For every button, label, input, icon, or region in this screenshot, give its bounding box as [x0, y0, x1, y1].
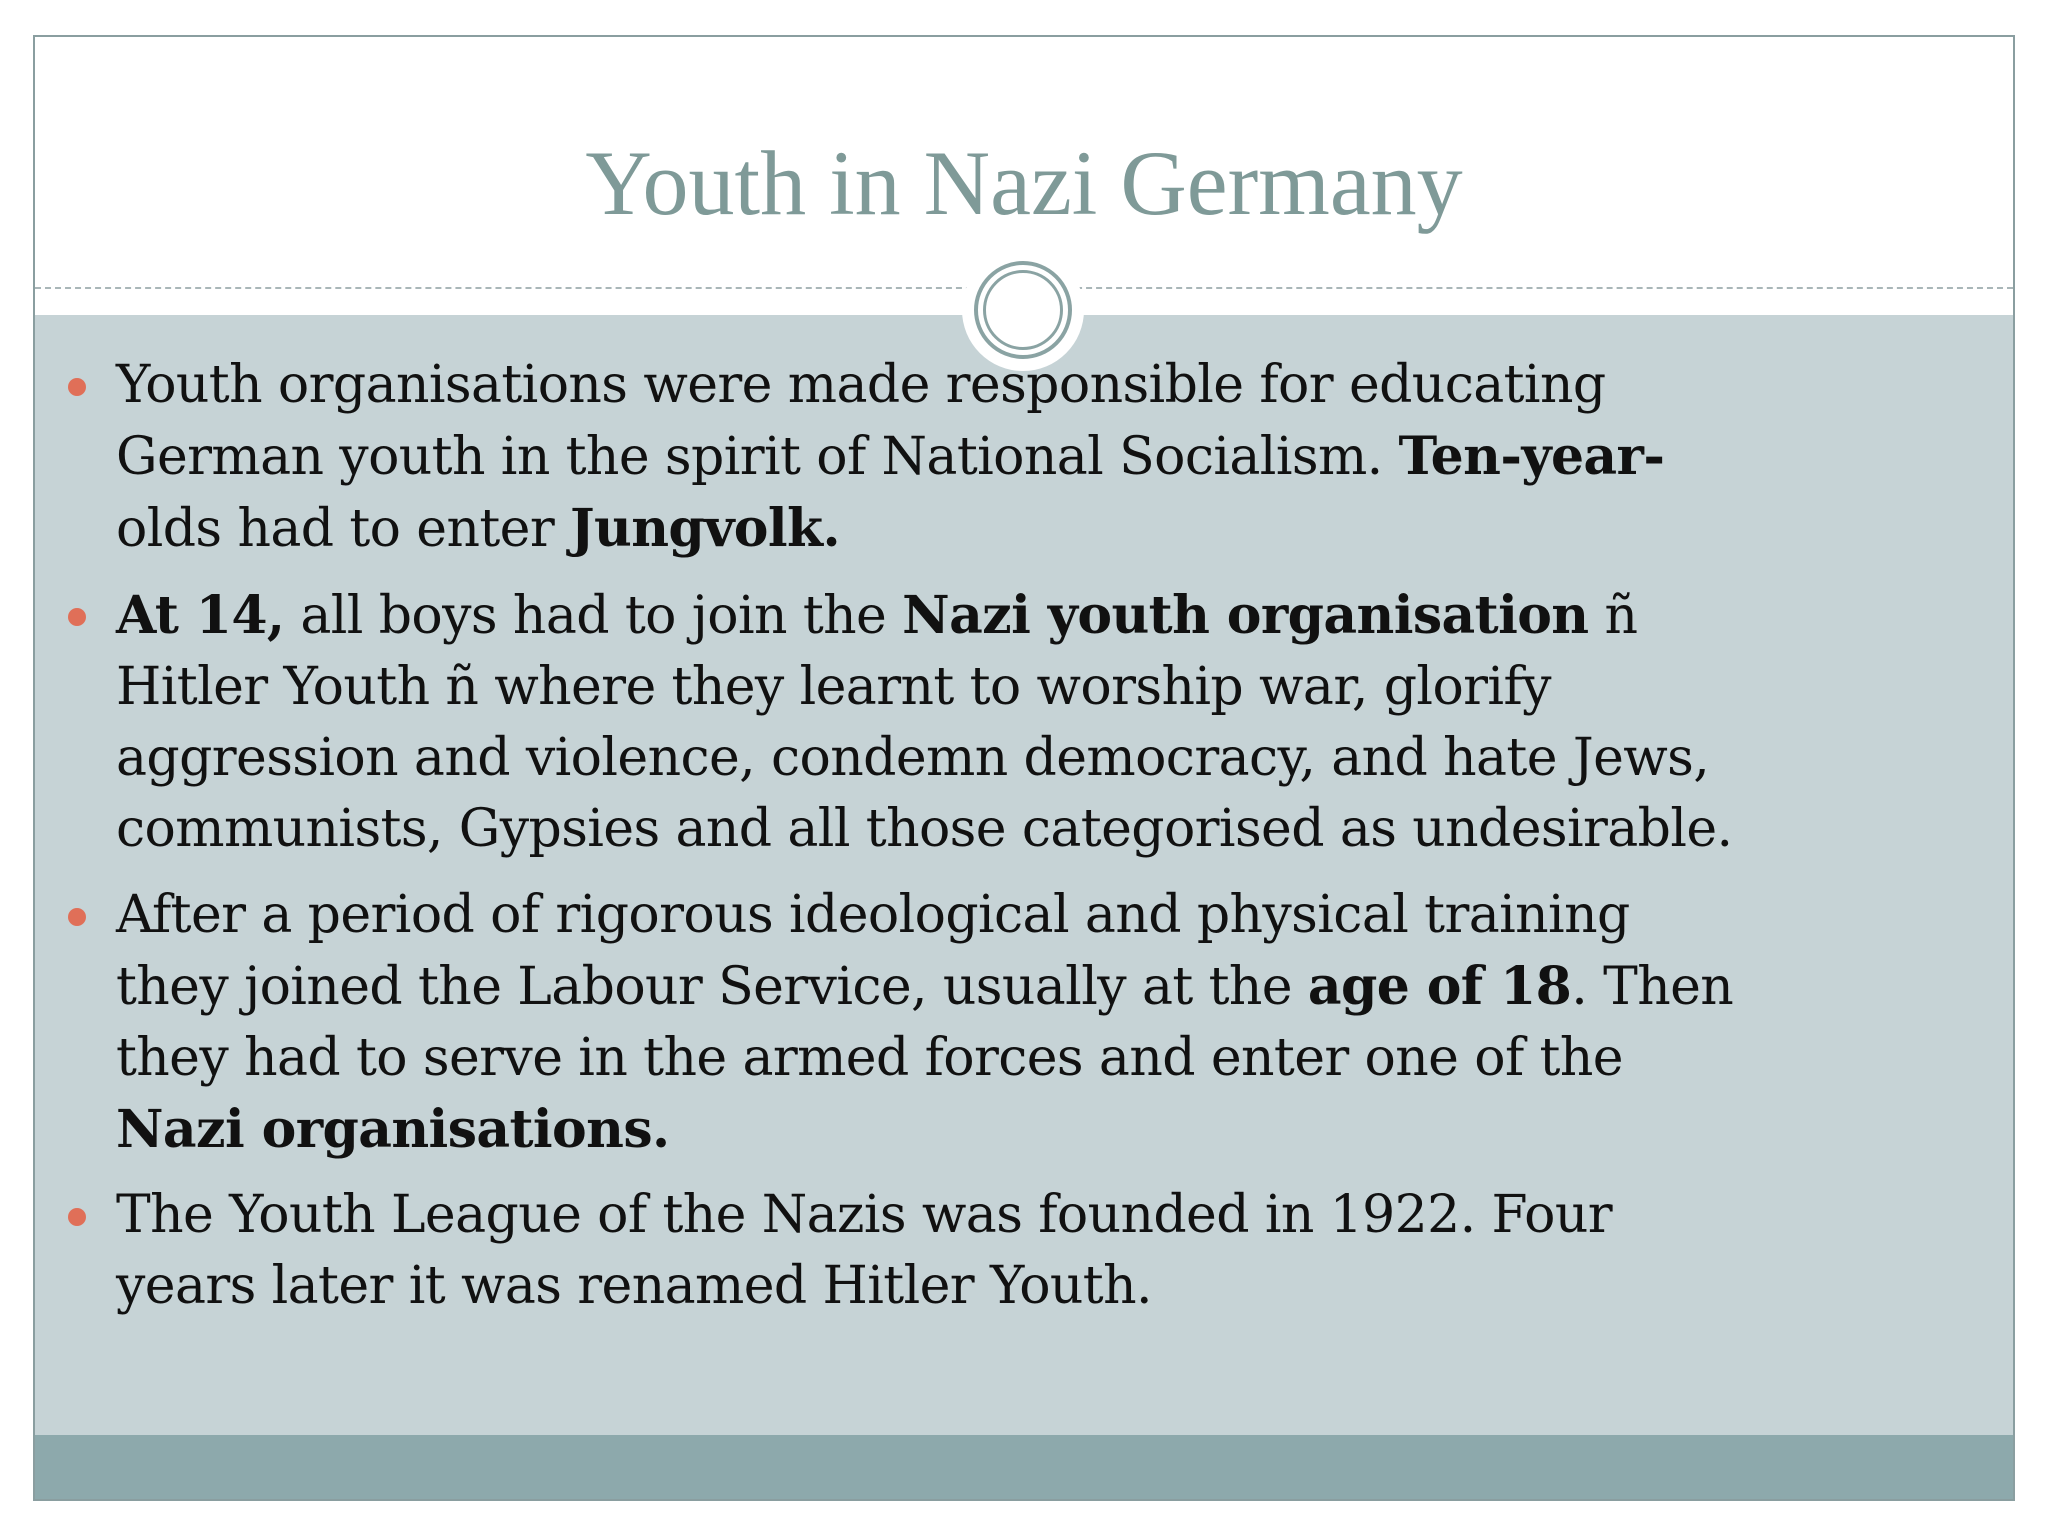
bullet-line — [116, 880, 1976, 951]
bullet-text — [116, 880, 1976, 1166]
ornament-inner-ring — [983, 270, 1063, 350]
footer-bar — [35, 1435, 2013, 1501]
bullet-item — [116, 580, 1976, 865]
bullet-item — [116, 1180, 1976, 1322]
bullet-dot-icon — [68, 1208, 86, 1226]
bullet-item — [116, 880, 1976, 1166]
bullet-text — [116, 580, 1976, 865]
bullet-dot-icon — [68, 608, 86, 626]
text-run: years later it was renamed Hitler Youth. — [116, 1256, 1152, 1316]
bold-text-run: Nazi organisations. — [116, 1099, 670, 1160]
slide-title: Youth in Nazi Germany — [585, 132, 1463, 234]
text-run: The Youth League of the Nazis was founded in 1922. Four — [116, 1185, 1612, 1245]
bullet-text — [116, 350, 1976, 565]
bold-text-run: Jungvolk. — [570, 498, 840, 559]
text-run: German youth in the spirit of National Socialism. — [116, 427, 1399, 487]
text-run: olds had to enter — [116, 499, 571, 559]
text-run: Youth organisations were made responsible for educating — [116, 355, 1606, 415]
bullet-line — [116, 1023, 1976, 1094]
bullet-line — [116, 1251, 1976, 1322]
bullet-dot-icon — [68, 378, 86, 396]
bullet-line — [116, 1094, 1976, 1166]
text-run: communists, Gypsies and all those categorised as undesirable. — [116, 799, 1733, 859]
bold-text-run: Ten-year- — [1398, 426, 1665, 487]
bullet-line — [116, 794, 1976, 865]
bullet-line — [116, 1180, 1976, 1251]
bullet-line — [116, 421, 1976, 493]
bullet-line — [116, 580, 1976, 652]
bullet-line — [116, 652, 1976, 723]
bold-text-run: Nazi youth organisation — [902, 585, 1589, 646]
text-run: they joined the Labour Service, usually at the — [116, 957, 1308, 1017]
text-run: aggression and violence, condemn democracy, and hate Jews, — [116, 728, 1710, 788]
text-run: Hitler Youth ñ where they learnt to worship war, glorify — [116, 657, 1551, 717]
text-run: ñ — [1588, 586, 1638, 646]
bold-text-run: age of 18 — [1307, 956, 1572, 1017]
text-run: they had to serve in the armed forces and enter one of the — [116, 1028, 1623, 1088]
bullet-line — [116, 951, 1976, 1023]
bold-text-run: At 14, — [116, 585, 285, 646]
text-run: all boys had to join the — [284, 586, 903, 646]
text-run: After a period of rigorous ideological and physical training — [116, 885, 1630, 945]
bullet-item — [116, 350, 1976, 565]
bullet-line — [116, 493, 1976, 565]
bullet-line — [116, 723, 1976, 794]
bullet-text — [116, 1180, 1976, 1322]
bullet-line — [116, 350, 1976, 421]
text-run: . Then — [1571, 957, 1734, 1017]
bullet-dot-icon — [68, 908, 86, 926]
